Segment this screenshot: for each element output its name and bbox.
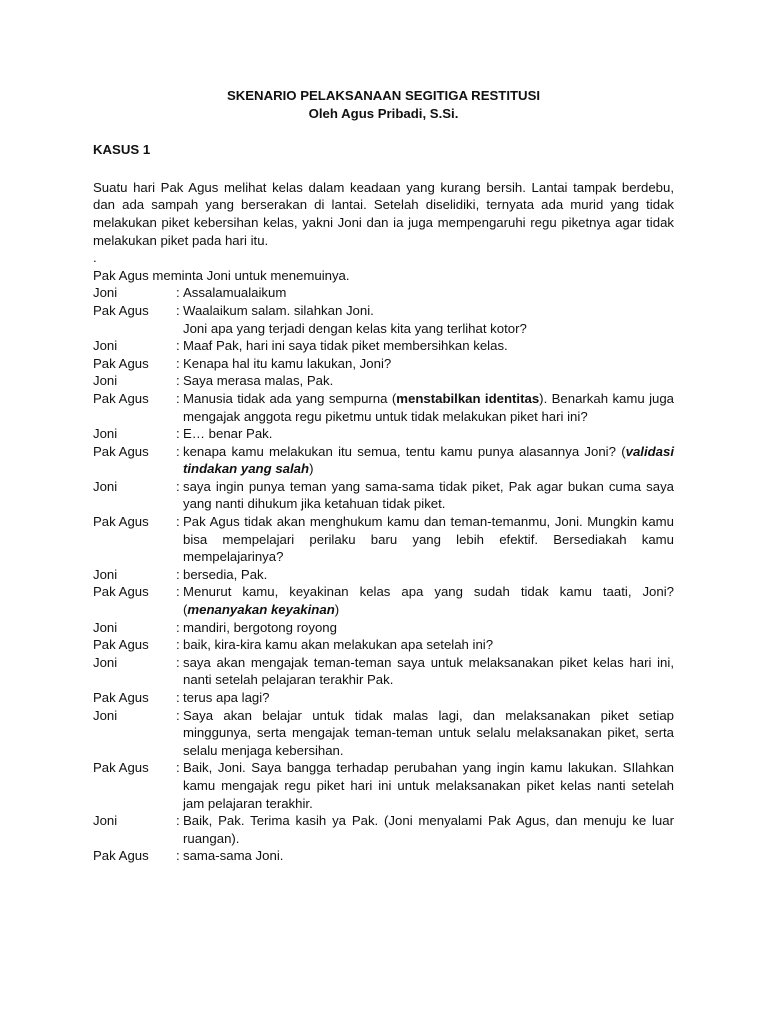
- dialogue-segment: saya ingin punya teman yang sama-sama tidak piket, Pak agar bukan cuma saya yang nanti dihukum jika ketahuan tidak piket.: [183, 478, 674, 512]
- dialogue-text: [183, 372, 674, 390]
- lead-sentence: Pak Agus meminta Joni untuk menemuinya.: [93, 267, 350, 283]
- speaker-name: Joni: [93, 813, 118, 829]
- dialogue-segment: Baik, Pak. Terima kasih ya Pak. (Joni menyalami Pak Agus, dan menuju ke luar ruangan).: [183, 813, 674, 846]
- intro-paragraph: Suatu hari Pak Agus melihat kelas dalam keadaan yang kurang bersih. Lantai tampak berdebu, dan ada sampah yang berserakan di lantai. Setelah diselidiki, ternyata ada murid yang tidak melakukan piket kebersihan kelas, yakni Joni dan ia juga mempengaruhi regu piketnya agar tidak melakukan piket pada hari itu.: [93, 179, 674, 248]
- speaker-name: Joni: [93, 285, 118, 301]
- speaker-colon: :: [176, 848, 180, 864]
- dialogue-text: [183, 337, 674, 355]
- dialogue-text: [183, 812, 674, 847]
- document-content: [93, 87, 674, 865]
- dialogue-text: [183, 759, 674, 812]
- dialogue-segment: Saya merasa malas, Pak.: [183, 373, 334, 389]
- emphasis-text: menstabilkan identitas: [396, 390, 540, 406]
- speaker-colon: :: [176, 355, 180, 371]
- dialogue-line: [93, 619, 674, 637]
- speaker-colon: [176, 320, 183, 338]
- speaker-name: Joni: [93, 566, 118, 582]
- dialogue-text: [183, 320, 674, 338]
- dialogue-line: [93, 302, 674, 320]
- dialogue-line: [93, 566, 674, 584]
- speaker-colon: :: [176, 478, 180, 494]
- emphasis-text: menanyakan keyakinan: [187, 602, 335, 618]
- dialogue-text: [183, 654, 674, 689]
- speaker-colon: :: [176, 514, 180, 530]
- speaker-colon: :: [176, 443, 180, 459]
- dialogue-segment: Joni apa yang terjadi dengan kelas kita yang terlihat kotor?: [183, 320, 527, 336]
- speaker-colon: :: [176, 619, 180, 635]
- dialogue-line: [93, 583, 674, 618]
- speaker-name: Pak Agus: [93, 302, 149, 318]
- dialogue-segment: Assalamualaikum: [183, 285, 287, 301]
- dialogue-line: [93, 337, 674, 355]
- speaker-name: Pak Agus: [93, 390, 149, 406]
- dialogue-segment: Saya akan belajar untuk tidak malas lagi, dan melaksanakan piket setiap minggunya, serta mengajak teman-teman untuk selalu melaksanakan piket, serta selalu menjaga kebersihan.: [183, 707, 674, 758]
- emphasis-text: validasi tindakan yang salah: [183, 443, 674, 477]
- speaker-name: Joni: [93, 707, 118, 723]
- dialogue-text: [183, 513, 674, 566]
- speaker-name: Pak Agus: [93, 355, 149, 371]
- speaker-name: Pak Agus: [93, 690, 149, 705]
- speaker-colon: :: [176, 690, 180, 705]
- speaker-colon: :: [176, 373, 180, 389]
- speaker-colon: :: [176, 760, 180, 776]
- dialogue-segment: Menurut kamu, keyakinan kelas apa yang sudah tidak kamu taati, Joni? (: [183, 584, 674, 618]
- dialogue-text: [183, 847, 674, 865]
- dialogue-line: [93, 372, 674, 390]
- dialogue-line: [93, 443, 674, 478]
- dialogue-text: [183, 478, 674, 513]
- dialogue-line: [93, 654, 674, 689]
- dialogue-line: [93, 284, 674, 302]
- dialogue-segment: bersedia, Pak.: [183, 566, 268, 582]
- document-title: SKENARIO PELAKSANAAN SEGITIGA RESTITUSI: [226, 88, 541, 103]
- speaker-name: Joni: [93, 619, 118, 635]
- dialogue-text: [183, 425, 674, 443]
- dialogue-segment: saya akan mengajak teman-teman saya untuk melaksanakan piket kelas hari ini, nanti setelah pelajaran terakhir Pak.: [183, 654, 674, 688]
- dialogue-text: [183, 583, 674, 618]
- dialogue-line: [93, 513, 674, 566]
- dialogue-line: [93, 390, 674, 425]
- dialogue-text: [183, 619, 674, 637]
- dialogue-segment: ): [334, 602, 340, 618]
- dialogue-line: [93, 847, 674, 865]
- speaker-name: Pak Agus: [93, 584, 149, 600]
- dialogue-segment: terus apa lagi?: [183, 690, 270, 705]
- dialogue-line: [93, 425, 674, 443]
- dialogue-segment: Manusia tidak ada yang sempurna (: [183, 390, 397, 406]
- speaker-colon: :: [176, 338, 180, 354]
- speaker-colon: :: [176, 390, 180, 406]
- dialogue-line: [93, 759, 674, 812]
- dialogue-line: [93, 355, 674, 373]
- speaker-name: Joni: [93, 478, 118, 494]
- speaker-name: Pak Agus: [93, 760, 149, 776]
- dialogue-text: [183, 443, 674, 478]
- speaker-colon: :: [176, 426, 180, 442]
- dialogue-text: [183, 302, 674, 320]
- dialogue-text: [183, 707, 674, 760]
- dialogue-segment: mandiri, bergotong royong: [183, 619, 337, 635]
- speaker-name: Pak Agus: [93, 637, 149, 653]
- dialogue-text: [183, 355, 674, 373]
- speaker-name: Joni: [93, 373, 118, 389]
- speaker-name: Joni: [93, 426, 118, 442]
- speaker-colon: :: [176, 302, 180, 318]
- case-heading: KASUS 1: [93, 142, 151, 158]
- speaker-colon: :: [176, 566, 180, 582]
- dialogue-text: [183, 390, 674, 425]
- dialogue-line: [93, 707, 674, 760]
- dialogue-segment: kenapa kamu melakukan itu semua, tentu kamu punya alasannya Joni? (: [183, 443, 626, 459]
- speaker-name: Joni: [93, 654, 118, 670]
- dialogue-segment: E… benar Pak.: [183, 426, 273, 442]
- speaker-name: Pak Agus: [93, 848, 149, 864]
- dialogue-text: [183, 566, 674, 584]
- speaker-colon: :: [176, 285, 180, 301]
- dialogue-text: [183, 284, 674, 302]
- speaker-colon: :: [176, 637, 180, 653]
- speaker-colon: :: [176, 584, 180, 600]
- dialogue-segment: baik, kira-kira kamu akan melakukan apa setelah ini?: [183, 637, 494, 653]
- speaker-name: Pak Agus: [93, 514, 149, 530]
- dialogue-text: [183, 636, 674, 654]
- dialogue-line: [93, 812, 674, 847]
- dialogue-line: [93, 636, 674, 654]
- speaker-name: Pak Agus: [93, 443, 149, 459]
- separator-dot: .: [93, 250, 97, 266]
- dialogue-line: [93, 689, 674, 707]
- speaker-colon: :: [176, 707, 180, 723]
- speaker-name: Joni: [93, 338, 118, 354]
- dialogue-segment: ): [309, 461, 314, 477]
- speaker-colon: :: [176, 654, 180, 670]
- dialogue-segment: Kenapa hal itu kamu lakukan, Joni?: [183, 355, 392, 371]
- dialogue-segment: Maaf Pak, hari ini saya tidak piket membersihkan kelas.: [183, 338, 508, 354]
- dialogue-segment: sama-sama Joni.: [183, 848, 284, 864]
- dialogue-segment: ). Benarkah kamu juga mengajak anggota regu piketmu untuk tidak melakukan piket hari ini?: [183, 390, 675, 424]
- dialogue-line: [93, 478, 674, 513]
- document-author: Oleh Agus Pribadi, S.Si.: [308, 105, 459, 121]
- dialogue-segment: Pak Agus tidak akan menghukum kamu dan teman-temanmu, Joni. Mungkin kamu bisa mempelajari perilaku baru yang lebih efektif. Bersediakah kamu mempelajarinya?: [183, 514, 674, 565]
- dialogue: [93, 284, 674, 865]
- dialogue-segment: Waalaikum salam. silahkan Joni.: [183, 302, 374, 318]
- dialogue-segment: Baik, Joni. Saya bangga terhadap perubahan yang ingin kamu lakukan. SIlahkan kamu mengajak regu piket hari ini untuk melaksanakan piket kelas nanti setelah jam pelajaran terakhir.: [183, 760, 674, 811]
- dialogue-line: [93, 320, 674, 338]
- speaker-colon: :: [176, 813, 180, 829]
- dialogue-text: [183, 689, 674, 707]
- speaker-name: [93, 320, 176, 338]
